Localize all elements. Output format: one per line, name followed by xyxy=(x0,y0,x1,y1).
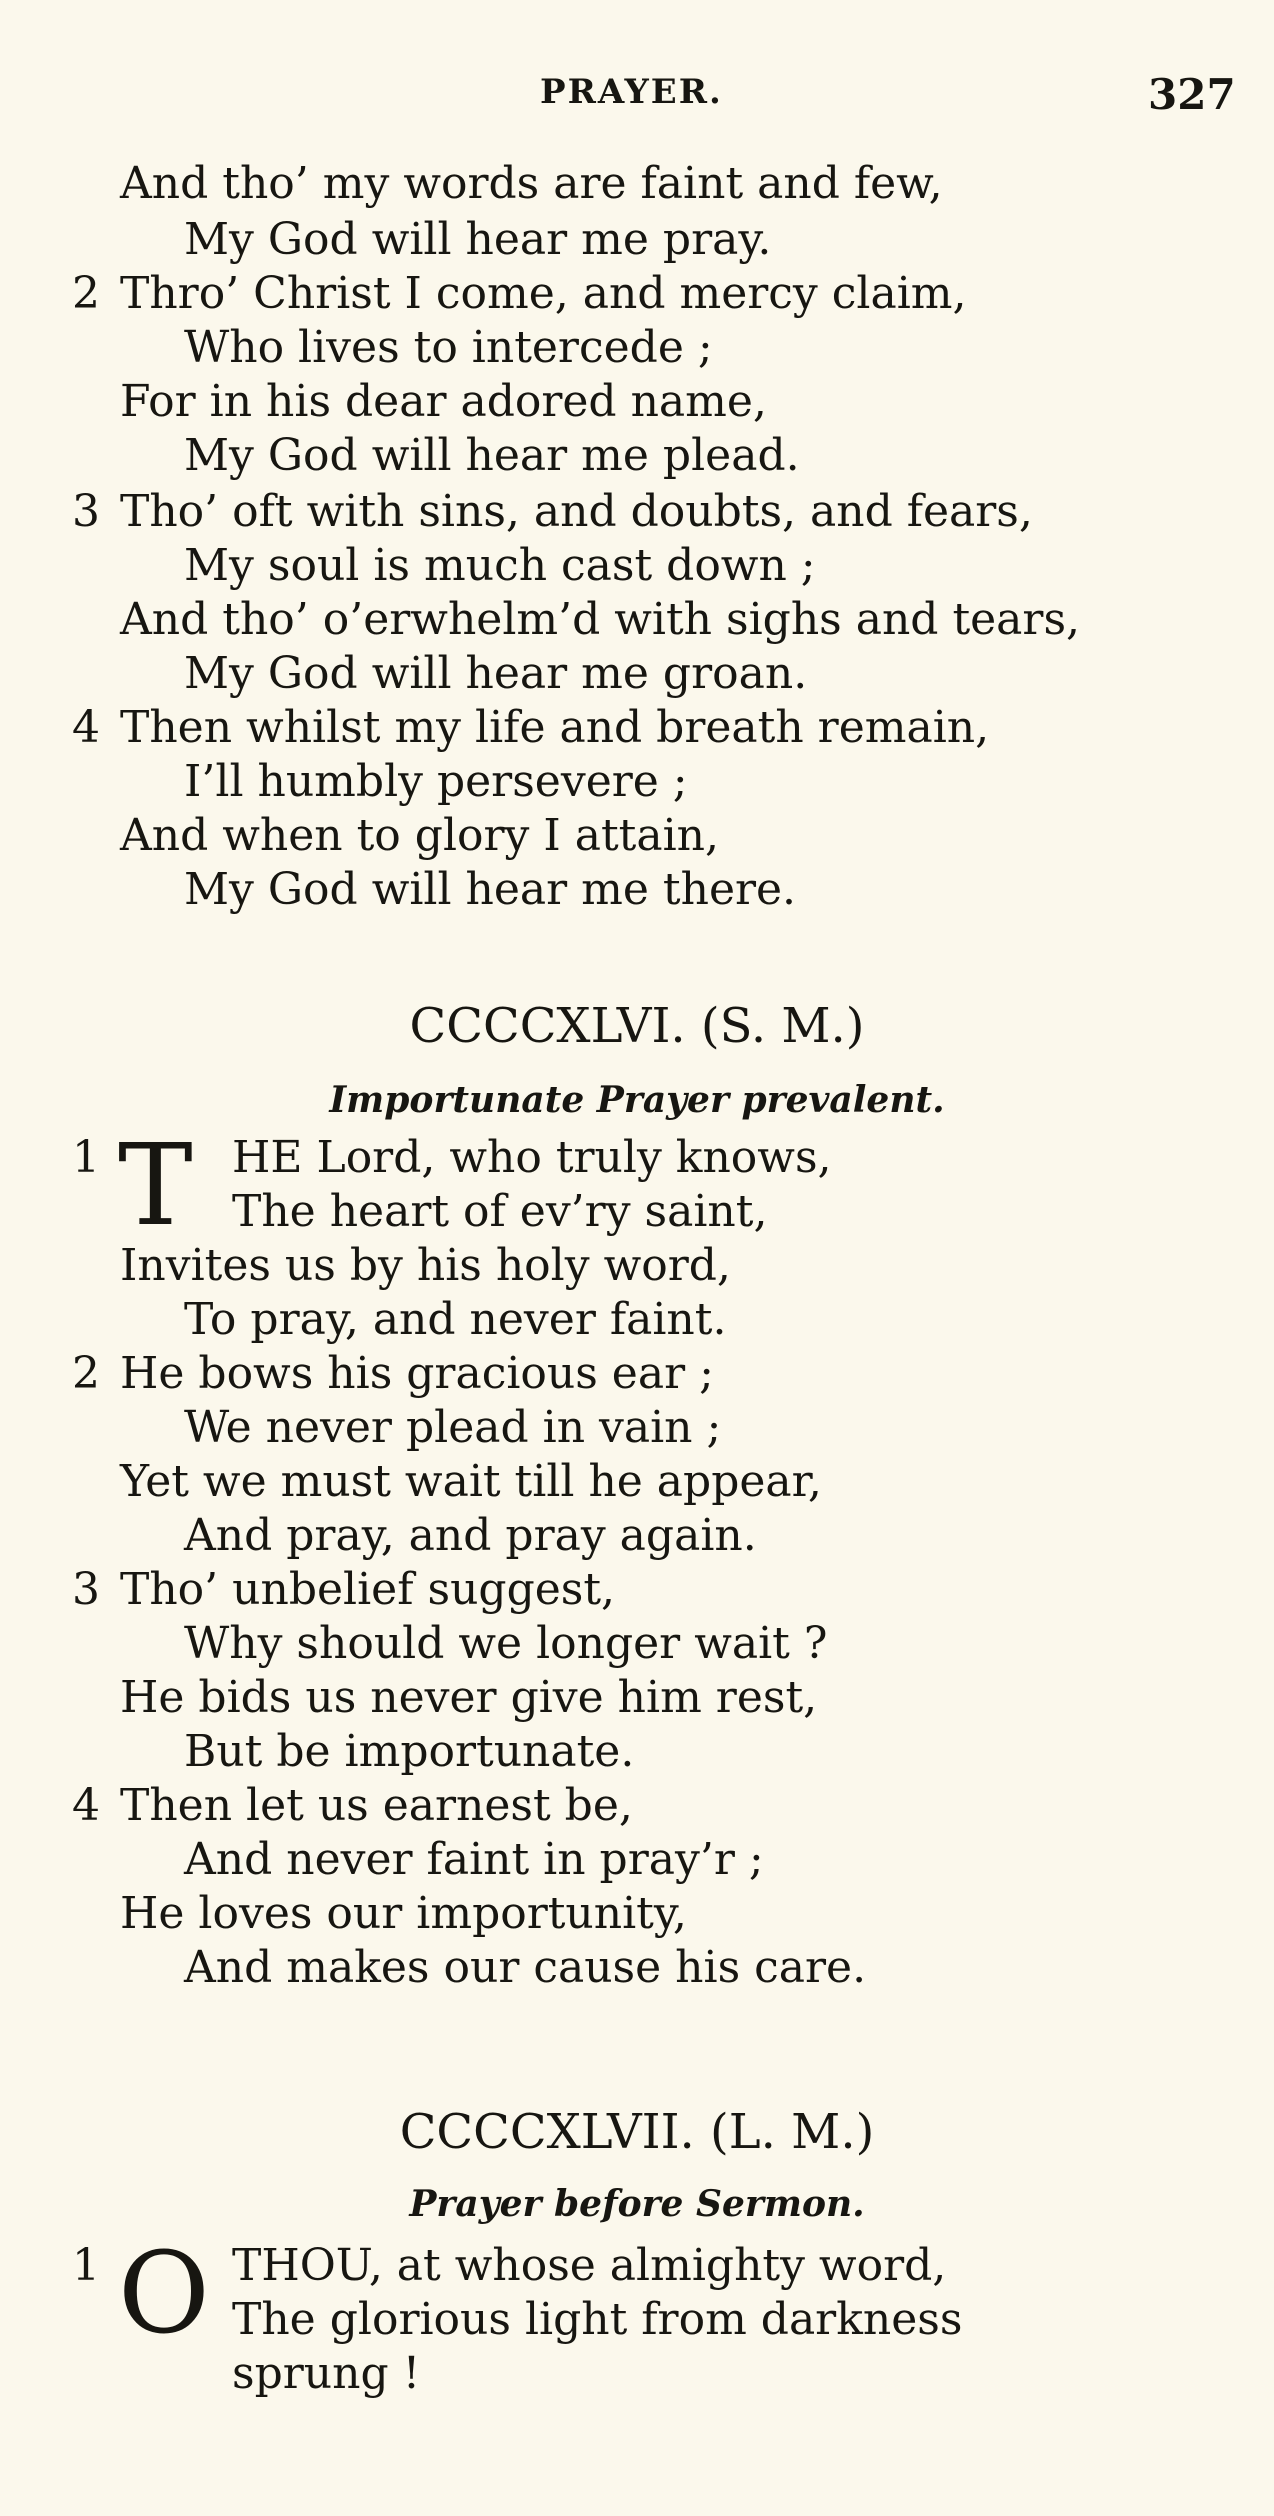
verse-line: Tho’ oft with sins, and doubts, and fears, xyxy=(120,486,1033,537)
verse-line: But be importunate. xyxy=(184,1726,635,1777)
verse-line: He bows his gracious ear ; xyxy=(120,1348,714,1399)
verse-line: My God will hear me groan. xyxy=(184,648,808,699)
verse-line: He loves our importunity, xyxy=(120,1888,687,1939)
stanza-number: 2 xyxy=(72,1348,100,1399)
hymn-heading: CCCCXLVII. (L. M.) xyxy=(399,2104,875,2160)
hymn-subtitle: Prayer before Sermon. xyxy=(409,2183,865,2225)
verse-line: sprung ! xyxy=(232,2348,421,2399)
drop-cap: O xyxy=(118,2229,210,2359)
hymn-heading: CCCCXLVI. (S. M.) xyxy=(409,998,865,1054)
verse-line: HE Lord, who truly knows, xyxy=(232,1132,832,1183)
verse-line: Then whilst my life and breath remain, xyxy=(120,702,990,753)
verse-line: And makes our cause his care. xyxy=(184,1942,867,1993)
verse-line: The heart of ev’ry saint, xyxy=(232,1186,768,1237)
verse-line: My God will hear me pray. xyxy=(184,214,772,265)
stanza-number: 4 xyxy=(72,702,100,753)
verse-line: For in his dear adored name, xyxy=(120,376,767,427)
verse-line: My God will hear me plead. xyxy=(184,430,800,481)
verse-line: The glorious light from darkness xyxy=(232,2294,963,2345)
page-number: 327 xyxy=(1148,70,1236,119)
verse-line: THOU, at whose almighty word, xyxy=(232,2240,947,2291)
drop-cap: T xyxy=(118,1121,193,1251)
verse-line: My soul is much cast down ; xyxy=(184,540,816,591)
verse-line: And tho’ o’erwhelm’d with sighs and tears, xyxy=(120,594,1081,645)
running-title: PRAYER. xyxy=(540,72,723,112)
verse-line: Invites us by his holy word, xyxy=(120,1240,731,1291)
verse-line: I’ll humbly persevere ; xyxy=(184,756,688,807)
hymn-subtitle: Importunate Prayer prevalent. xyxy=(329,1079,945,1121)
verse-line: Who lives to intercede ; xyxy=(184,322,713,373)
verse-line: He bids us never give him rest, xyxy=(120,1672,818,1723)
stanza-number: 2 xyxy=(72,268,100,319)
stanza-number: 1 xyxy=(72,2240,100,2291)
verse-line: Why should we longer wait ? xyxy=(184,1618,828,1669)
running-head xyxy=(0,70,1274,130)
verse-line: My God will hear me there. xyxy=(184,864,797,915)
verse-line: And never faint in pray’r ; xyxy=(184,1834,764,1885)
verse-line: And when to glory I attain, xyxy=(120,810,719,861)
verse-line: And pray, and pray again. xyxy=(184,1510,757,1561)
verse-line: And tho’ my words are faint and few, xyxy=(120,158,943,209)
stanza-number: 1 xyxy=(72,1132,100,1183)
stanza-number: 4 xyxy=(72,1780,100,1831)
verse-line: To pray, and never faint. xyxy=(184,1294,727,1345)
stanza-number: 3 xyxy=(72,1564,100,1615)
verse-line: Thro’ Christ I come, and mercy claim, xyxy=(120,268,967,319)
verse-line: We never plead in vain ; xyxy=(184,1402,722,1453)
verse-line: Then let us earnest be, xyxy=(120,1780,633,1831)
verse-line: Tho’ unbelief suggest, xyxy=(120,1564,616,1615)
verse-line: Yet we must wait till he appear, xyxy=(120,1456,822,1507)
stanza-number: 3 xyxy=(72,486,100,537)
